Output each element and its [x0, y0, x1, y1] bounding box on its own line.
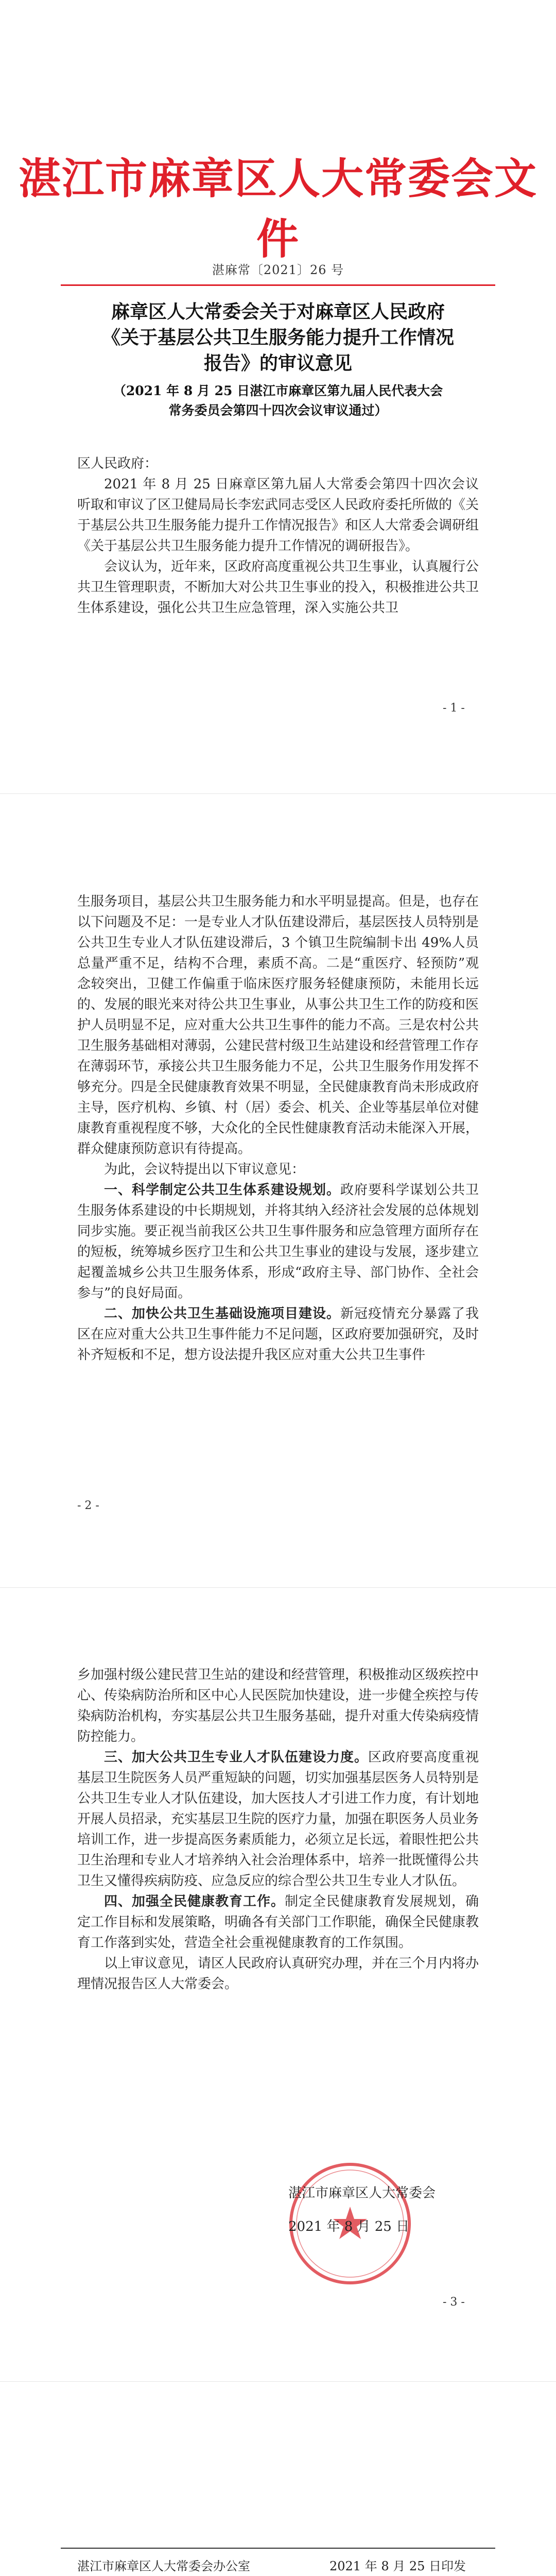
document-header-title: 湛江市麻章区人大常委会文件: [18, 155, 537, 264]
paragraph: 为此，会议特提出以下审议意见：: [104, 1162, 305, 1177]
opinion-item-4: [77, 1891, 479, 1953]
page-3: [0, 1587, 556, 2381]
document-main-title: [57, 299, 499, 376]
page-number: - 3 -: [443, 2296, 465, 2309]
opinion-item-1: [77, 1180, 479, 1303]
page-3-body: [77, 1665, 479, 1994]
opinion-heading: 二、加快公共卫生基础设施项目建设。: [104, 1306, 340, 1321]
page-4: [0, 2381, 556, 2576]
page-1-body: [77, 453, 479, 618]
document-subtitle: [77, 381, 479, 420]
paragraph: 以上审议意见，请区人民政府认真研究办理，并在三个月内将办理情况报告区人大常委会。: [77, 1956, 479, 1992]
opinion-heading: 一、科学制定公共卫生体系建设规划。: [104, 1182, 340, 1198]
page-2-body: [77, 891, 479, 1365]
opinion-item-2: [77, 1303, 479, 1365]
main-title-line: 麻章区人大常委会关于对麻章区人民政府: [111, 301, 445, 323]
issue-date: 2021 年 8 月 25 日印发: [329, 2559, 466, 2573]
opinion-body: 新冠疫情充分暴露了我区在应对重大公共卫生事件能力不足问题，区政府要加强研究，及时补齐短板和不足，想方设法提升我区应对重大公共卫生事件: [77, 1306, 479, 1363]
main-title-line: 《关于基层公共卫生服务能力提升工作情况: [101, 327, 454, 348]
main-title-line: 报告》的审议意见: [203, 352, 352, 374]
signature-organization: 湛江市麻章区人大常委会: [288, 2185, 436, 2201]
opinion-body: 区政府要高度重视基层卫生院医务人员严重短缺的问题，切实加强基层医务人员特别是公共卫生专业人才队伍建设，加大医技人才引进工作力度，有计划地开展人员招录，充实基层卫生院的医疗力量，加强在职医务人员业务培训工作，进一步提高医务素质能力，必须立足长远，着眼性把公共卫生治理和专业人才培养纳入社会治理体系中，培养一批既懂得公共卫生又懂得疾病防疫、应急反应的综合型公共卫生专业人才队伍。: [77, 1750, 479, 1889]
paragraph: 生服务项目，基层公共卫生服务能力和水平明显提高。但是，也存在以下问题及不足：一是专业人才队伍建设滞后，基层医技人员特别是公共卫生专业人才队伍建设滞后，3 个镇卫生院编制卡出 49%人员总量严重不足，结构不合理，素质不高。二是“重医疗、轻预防”观念较突出，卫健工作偏重于临床医疗服务轻健康预防，未能用长远的、发展的眼光来对待公共卫生事业，从事公共卫生工作的防疫和医护人员明显不足，应对重大公共卫生事件的能力不高。三是农村公共卫生服务基础相对薄弱，公建民营村级卫生站建设和经营管理工作存在薄弱环节，承接公共卫生服务能力不足，公共卫生服务作用发挥不够充分。四是全民健康教育效果不明显，全民健康教育尚未形成政府主导，医疗机构、乡镇、村（居）委会、机关、企业等基层单位对健康教育重视程度不够，大众化的全民性健康教育活动未能深入开展，群众健康预防意识有待提高。: [77, 894, 479, 1157]
salutation: 区人民政府：: [77, 456, 158, 471]
subtitle-line: （2021 年 8 月 25 日湛江市麻章区第九届人民代表大会: [113, 383, 443, 398]
opinion-body: 政府要科学谋划公共卫生服务体系建设的中长期规划，并将其纳入经济社会发展的总体规划同步实施。要正视当前我区公共卫生事件服务和应急管理方面所存在的短板，统筹城乡医疗卫生和公共卫生事业的建设与发展，逐步建立起覆盖城乡公共卫生服务体系，形成“政府主导、部门协作、全社会参与”的良好局面。: [77, 1182, 479, 1301]
opinion-heading: 三、加大公共卫生专业人才队伍建设力度。: [104, 1750, 368, 1765]
page-number: - 1 -: [443, 702, 465, 715]
subtitle-line: 常务委员会第四十四次会议审议通过）: [168, 403, 388, 418]
opinion-heading: 四、加强全民健康教育工作。: [104, 1894, 285, 1909]
opinion-item-3: [77, 1747, 479, 1891]
signature-date: 2021 年 8 月 25 日: [288, 2219, 410, 2234]
paragraph: 2021 年 8 月 25 日麻章区第九届人大常委会第四十四次会议听取和审议了区卫健局局长李宏武同志受区人民政府委托所做的《关于基层公共卫生服务能力提升工作情况报告》和区人大常委会调研组《关于基层公共卫生服务能力提升工作情况的调研报告》。: [77, 477, 479, 554]
footer-rule-top: [61, 2548, 495, 2549]
issuing-office: 湛江市麻章区人大常委会办公室: [77, 2559, 250, 2573]
page-number: - 2 -: [77, 1499, 99, 1512]
document-number: 湛麻常〔2021〕26 号: [212, 263, 344, 277]
opinion-body: 制定全民健康教育发展规划，确定工作目标和发展策略，明确各有关部门工作职能，确保全民健康教育工作落到实处，营造全社会重视健康教育的工作氛围。: [77, 1894, 479, 1951]
paragraph: 乡加强村级公建民营卫生站的建设和经营管理，积极推动区级疾控中心、传染病防治所和区中心人民医院加快建设，进一步健全疾控与传染病防治机构，夯实基层公共卫生服务基础，提升对重大传染病疫情防控能力。: [77, 1667, 479, 1744]
page-2: [0, 793, 556, 1587]
paragraph: 会议认为，近年来，区政府高度重视公共卫生事业，认真履行公共卫生管理职责，不断加大对公共卫生事业的投入，积极推进公共卫生体系建设，强化公共卫生应急管理，深入实施公共卫: [77, 559, 479, 616]
red-header-rule: [61, 284, 495, 286]
page-1: [0, 0, 556, 793]
